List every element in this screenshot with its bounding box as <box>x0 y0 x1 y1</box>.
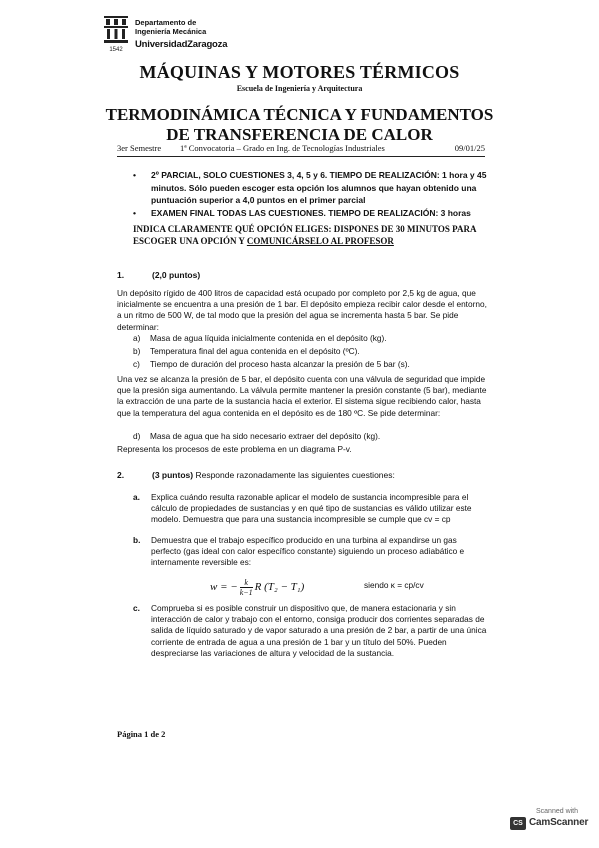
bullet: • <box>133 170 136 180</box>
q2-item-a <box>133 492 489 528</box>
option-final <box>133 207 488 220</box>
item-text: Temperatura final del agua contenida en el depósito (ºC). <box>150 346 360 356</box>
course-title: MÁQUINAS Y MOTORES TÉRMICOS <box>139 62 460 82</box>
q1-points: (2,0 puntos) <box>152 270 201 280</box>
option-partial-text: 2º PARCIAL, SOLO CUESTIONES 3, 4, 5 y 6. TIEMPO DE REALIZACIÓN: 1 hora y 45 minutos. Sólo pueden escoger esta opción los alumnos que hayan obtenido una puntuación superior a 4,0 puntos en el primer parcial <box>151 170 487 205</box>
item-letter: c) <box>133 359 140 369</box>
camscanner-watermark <box>510 808 594 831</box>
camscanner-brand: CamScanner <box>529 817 589 828</box>
university-crest-icon <box>103 16 129 52</box>
item-letter: a. <box>133 492 140 502</box>
item-text: Tiempo de duración del proceso hasta alcanzar la presión de 5 bar (s). <box>150 359 410 369</box>
q1-continuation: Una vez se alcanza la presión de 5 bar, el depósito cuenta con una válvula de seguridad que impide que la presión siga aumentando. La válvula permite mantener la presión constante (5 bar), mediante la extracción de una parte de la sustancia hacia el exterior. El sistema sigue recibiendo calor, hasta que la temperatura del agua contenida en el depósito es de 180 ºC. Se pide determinar: <box>117 374 487 418</box>
work-formula <box>210 578 304 597</box>
item-text: Explica cuándo resulta razonable aplicar el modelo de sustancia incompresible para el cálculo de propiedades de sustancias y en qué tipo de sustancias es válido utilizar este modelo. Demuestra que para una sustancia incompresible se cumple que cv = cp <box>151 492 472 525</box>
item-letter: a) <box>133 333 141 343</box>
item-text: Masa de agua líquida inicialmente contenida en el depósito (kg). <box>150 333 387 343</box>
q2-item-b <box>133 535 489 571</box>
school-name: Escuela de Ingeniería y Arquitectura <box>236 84 363 93</box>
subject-title <box>0 105 599 145</box>
formula-lhs: w = − <box>210 581 238 594</box>
semester: 3er Semestre <box>117 143 162 153</box>
logo-year: 1542 <box>109 47 123 52</box>
scanned-with-text: Scanned with <box>535 808 579 815</box>
instruction-underlined: COMUNICÁRSELO AL PROFESOR <box>246 235 394 246</box>
department-name <box>135 18 206 36</box>
q2-points: (3 puntos) <box>152 470 194 480</box>
item-letter: b) <box>133 346 141 356</box>
item-text: Demuestra que el trabajo específico producido en una turbina al expandirse un gas perfecto (gas ideal con calor específico constante) siguiendo un proceso adiabático e internamente reversible es: <box>151 535 465 568</box>
subject-title-line2: DE TRANSFERENCIA DE CALOR <box>166 125 433 144</box>
q1-intro: Un depósito rígido de 400 litros de capacidad está ocupado por completo por 2,5 kg de agua, que inicialmente se encuentra a una presión de 1 bar. El depósito empieza recibir calor desde el entorno, a un ritmo de 500 W, de tal modo que la presión del agua se incrementa hasta 5 bar. Se pide determinar: <box>117 288 487 332</box>
option-partial <box>133 169 488 207</box>
university-name: UniversidadZaragoza <box>135 39 228 50</box>
instruction-text: INDICA CLARAMENTE QUÉ OPCIÓN ELIGES: DISPONES DE 30 MINUTOS PARA ESCOGER UNA OPCIÓN Y <box>133 224 476 246</box>
bullet: • <box>133 207 136 218</box>
option-final-text: EXAMEN FINAL TODAS LAS CUESTIONES. TIEMPO DE REALIZACIÓN: 3 horas <box>151 207 471 218</box>
item-text: Comprueba si es posible construir un dispositivo que, de manera estacionaria y sin interacción de calor y trabajo con el entorno, consiga producir dos corrientes separadas de salida de líquido saturado y de vapor saturado a una presión de 2 bar, a partir de una única corriente de entrada de agua a una presión de 1 bar y un título del 50%. Pueden despreciarse las variaciones de altura y velocidad de la sustancia. <box>151 603 487 658</box>
q2-number: 2. <box>117 470 125 480</box>
header-divider <box>117 156 485 157</box>
item-letter: d) <box>133 431 141 441</box>
dept-line2: Ingeniería Mecánica <box>135 27 207 36</box>
kappa-definition: siendo κ = cp/cv <box>364 580 424 590</box>
q2-item-c <box>133 603 489 663</box>
item-text: Masa de agua que ha sido necesario extraer del depósito (kg). <box>150 431 381 441</box>
convocatoria: 1ª Convocatoria – Grado en Ing. de Tecnologías Industriales <box>180 143 385 153</box>
fraction-denominator: k−1 <box>239 588 253 597</box>
formula-rhs: R (T₂ − T₁) <box>254 581 305 594</box>
dept-line1: Departamento de <box>135 18 197 27</box>
option-instruction <box>133 224 488 247</box>
page-number: Página 1 de 2 <box>117 729 166 739</box>
item-letter: b. <box>133 535 141 545</box>
exam-date: 09/01/25 <box>454 143 485 153</box>
fraction-numerator: k <box>240 578 253 588</box>
subject-title-line1: TERMODINÁMICA TÉCNICA Y FUNDAMENTOS <box>105 105 494 124</box>
camscanner-logo-icon: CS <box>510 817 526 830</box>
formula-fraction <box>240 578 253 597</box>
q1-closing: Representa los procesos de este problema en un diagrama P-v. <box>117 444 352 454</box>
exam-options <box>133 169 488 219</box>
q1-number: 1. <box>117 270 125 280</box>
q2-heading-text: Responde razonadamente las siguientes cuestiones: <box>195 470 395 480</box>
item-letter: c. <box>133 603 140 613</box>
